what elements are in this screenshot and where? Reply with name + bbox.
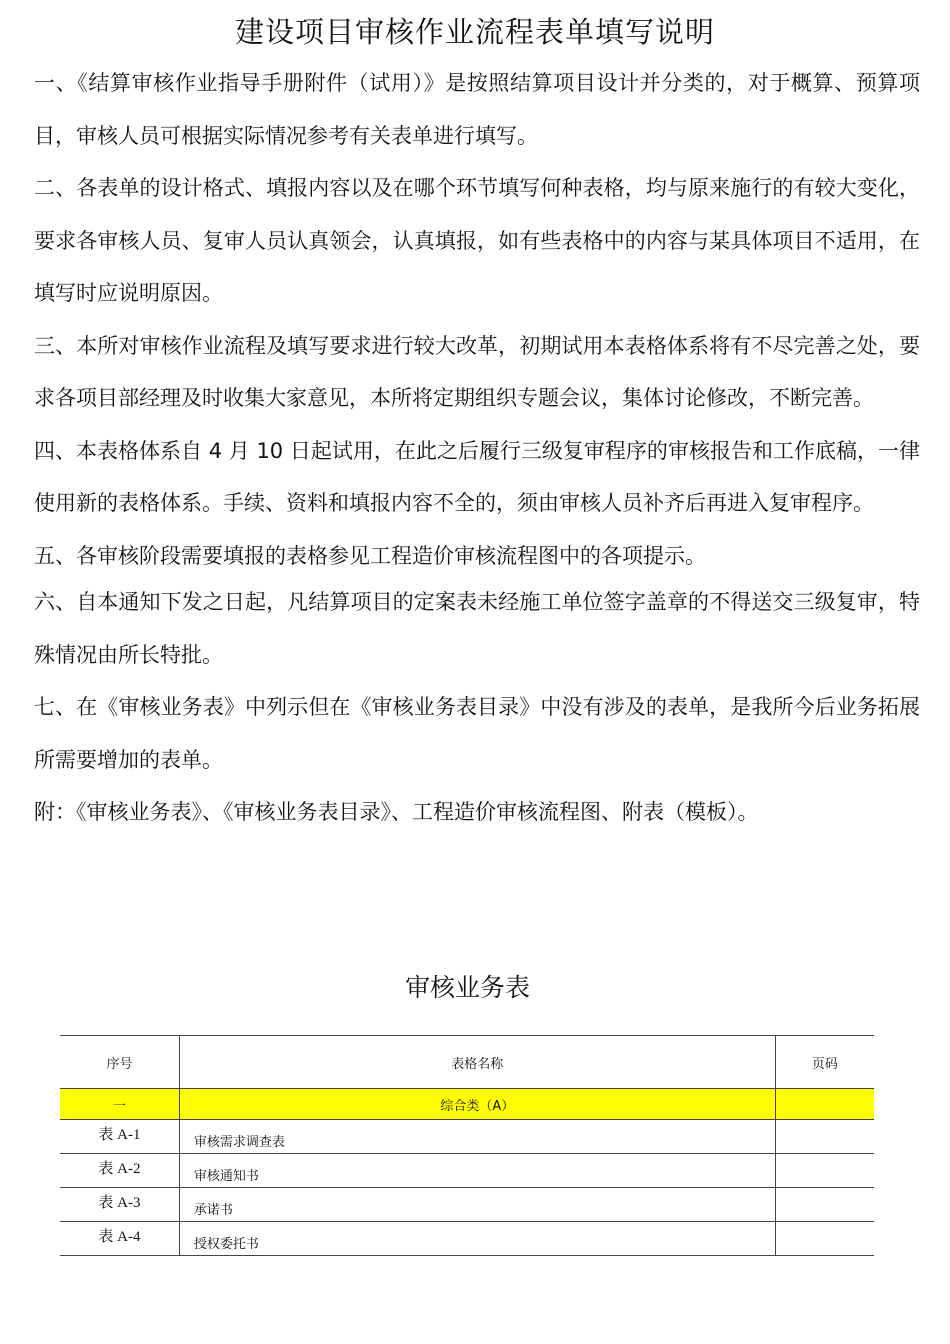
row-name: 承诺书 [179,1188,775,1222]
row-name: 审核通知书 [179,1154,775,1188]
category-row [60,1089,874,1120]
row-page [775,1120,874,1154]
header-page: 页码 [775,1036,874,1089]
instruction-paragraph-1: 一、《结算审核作业指导手册附件（试用）》是按照结算项目设计并分类的，对于概算、预算项目，审核人员可根据实际情况参考有关表单进行填写。 [34,71,920,148]
row-page [775,1188,874,1222]
table-row [60,1154,874,1188]
row-page [775,1154,874,1188]
row-seq: 表 A-4 [60,1222,179,1256]
header-name: 表格名称 [179,1036,775,1089]
table-header-row [60,1036,874,1089]
row-seq: 表 A-1 [60,1120,179,1154]
row-page [775,1222,874,1256]
instruction-paragraph-6: 六、自本通知下发之日起，凡结算项目的定案表未经施工单位签字盖章的不得送交三级复审，特殊情况由所长特批。 [34,590,920,667]
category-page [775,1089,874,1120]
instructions-body [34,57,920,839]
forms-table-title: 审核业务表 [404,973,530,1002]
table-row [60,1222,874,1256]
attachment-note: 附：《审核业务表》、《审核业务表目录》、工程造价审核流程图、附表（模板）。 [34,800,759,824]
forms-table [60,1035,874,1256]
row-name: 授权委托书 [179,1222,775,1256]
instruction-paragraph-3: 三、本所对审核作业流程及填写要求进行较大改革，初期试用本表格体系将有不尽完善之处，要求各项目部经理及时收集大家意见，本所将定期组织专题会议，集体讨论修改，不断完善。 [34,333,920,410]
page-title: 建设项目审核作业流程表单填写说明 [234,15,715,49]
row-seq: 表 A-3 [60,1188,179,1222]
table-row [60,1120,874,1154]
row-seq: 表 A-2 [60,1154,179,1188]
instruction-paragraph-4: 四、本表格体系自 4 月 10 日起试用，在此之后履行三级复审程序的审核报告和工作底稿，一律使用新的表格体系。手续、资料和填报内容不全的，须由审核人员补齐后再进入复审程序。 [34,438,920,515]
instruction-paragraph-5: 五、各审核阶段需要填报的表格参见工程造价审核流程图中的各项提示。 [34,543,706,568]
row-name: 审核需求调查表 [179,1120,775,1154]
table-row [60,1188,874,1222]
category-seq: 一 [60,1089,179,1120]
category-name: 综合类（A） [179,1089,775,1120]
instruction-paragraph-2: 二、各表单的设计格式、填报内容以及在哪个环节填写何种表格，均与原来施行的有较大变化，要求各审核人员、复审人员认真领会，认真填报，如有些表格中的内容与某具体项目不适用，在填写时应说明原因。 [34,176,920,305]
instruction-paragraph-7: 七、在《审核业务表》中列示但在《审核业务表目录》中没有涉及的表单，是我所今后业务拓展所需要增加的表单。 [34,695,920,772]
header-seq: 序号 [60,1036,179,1089]
